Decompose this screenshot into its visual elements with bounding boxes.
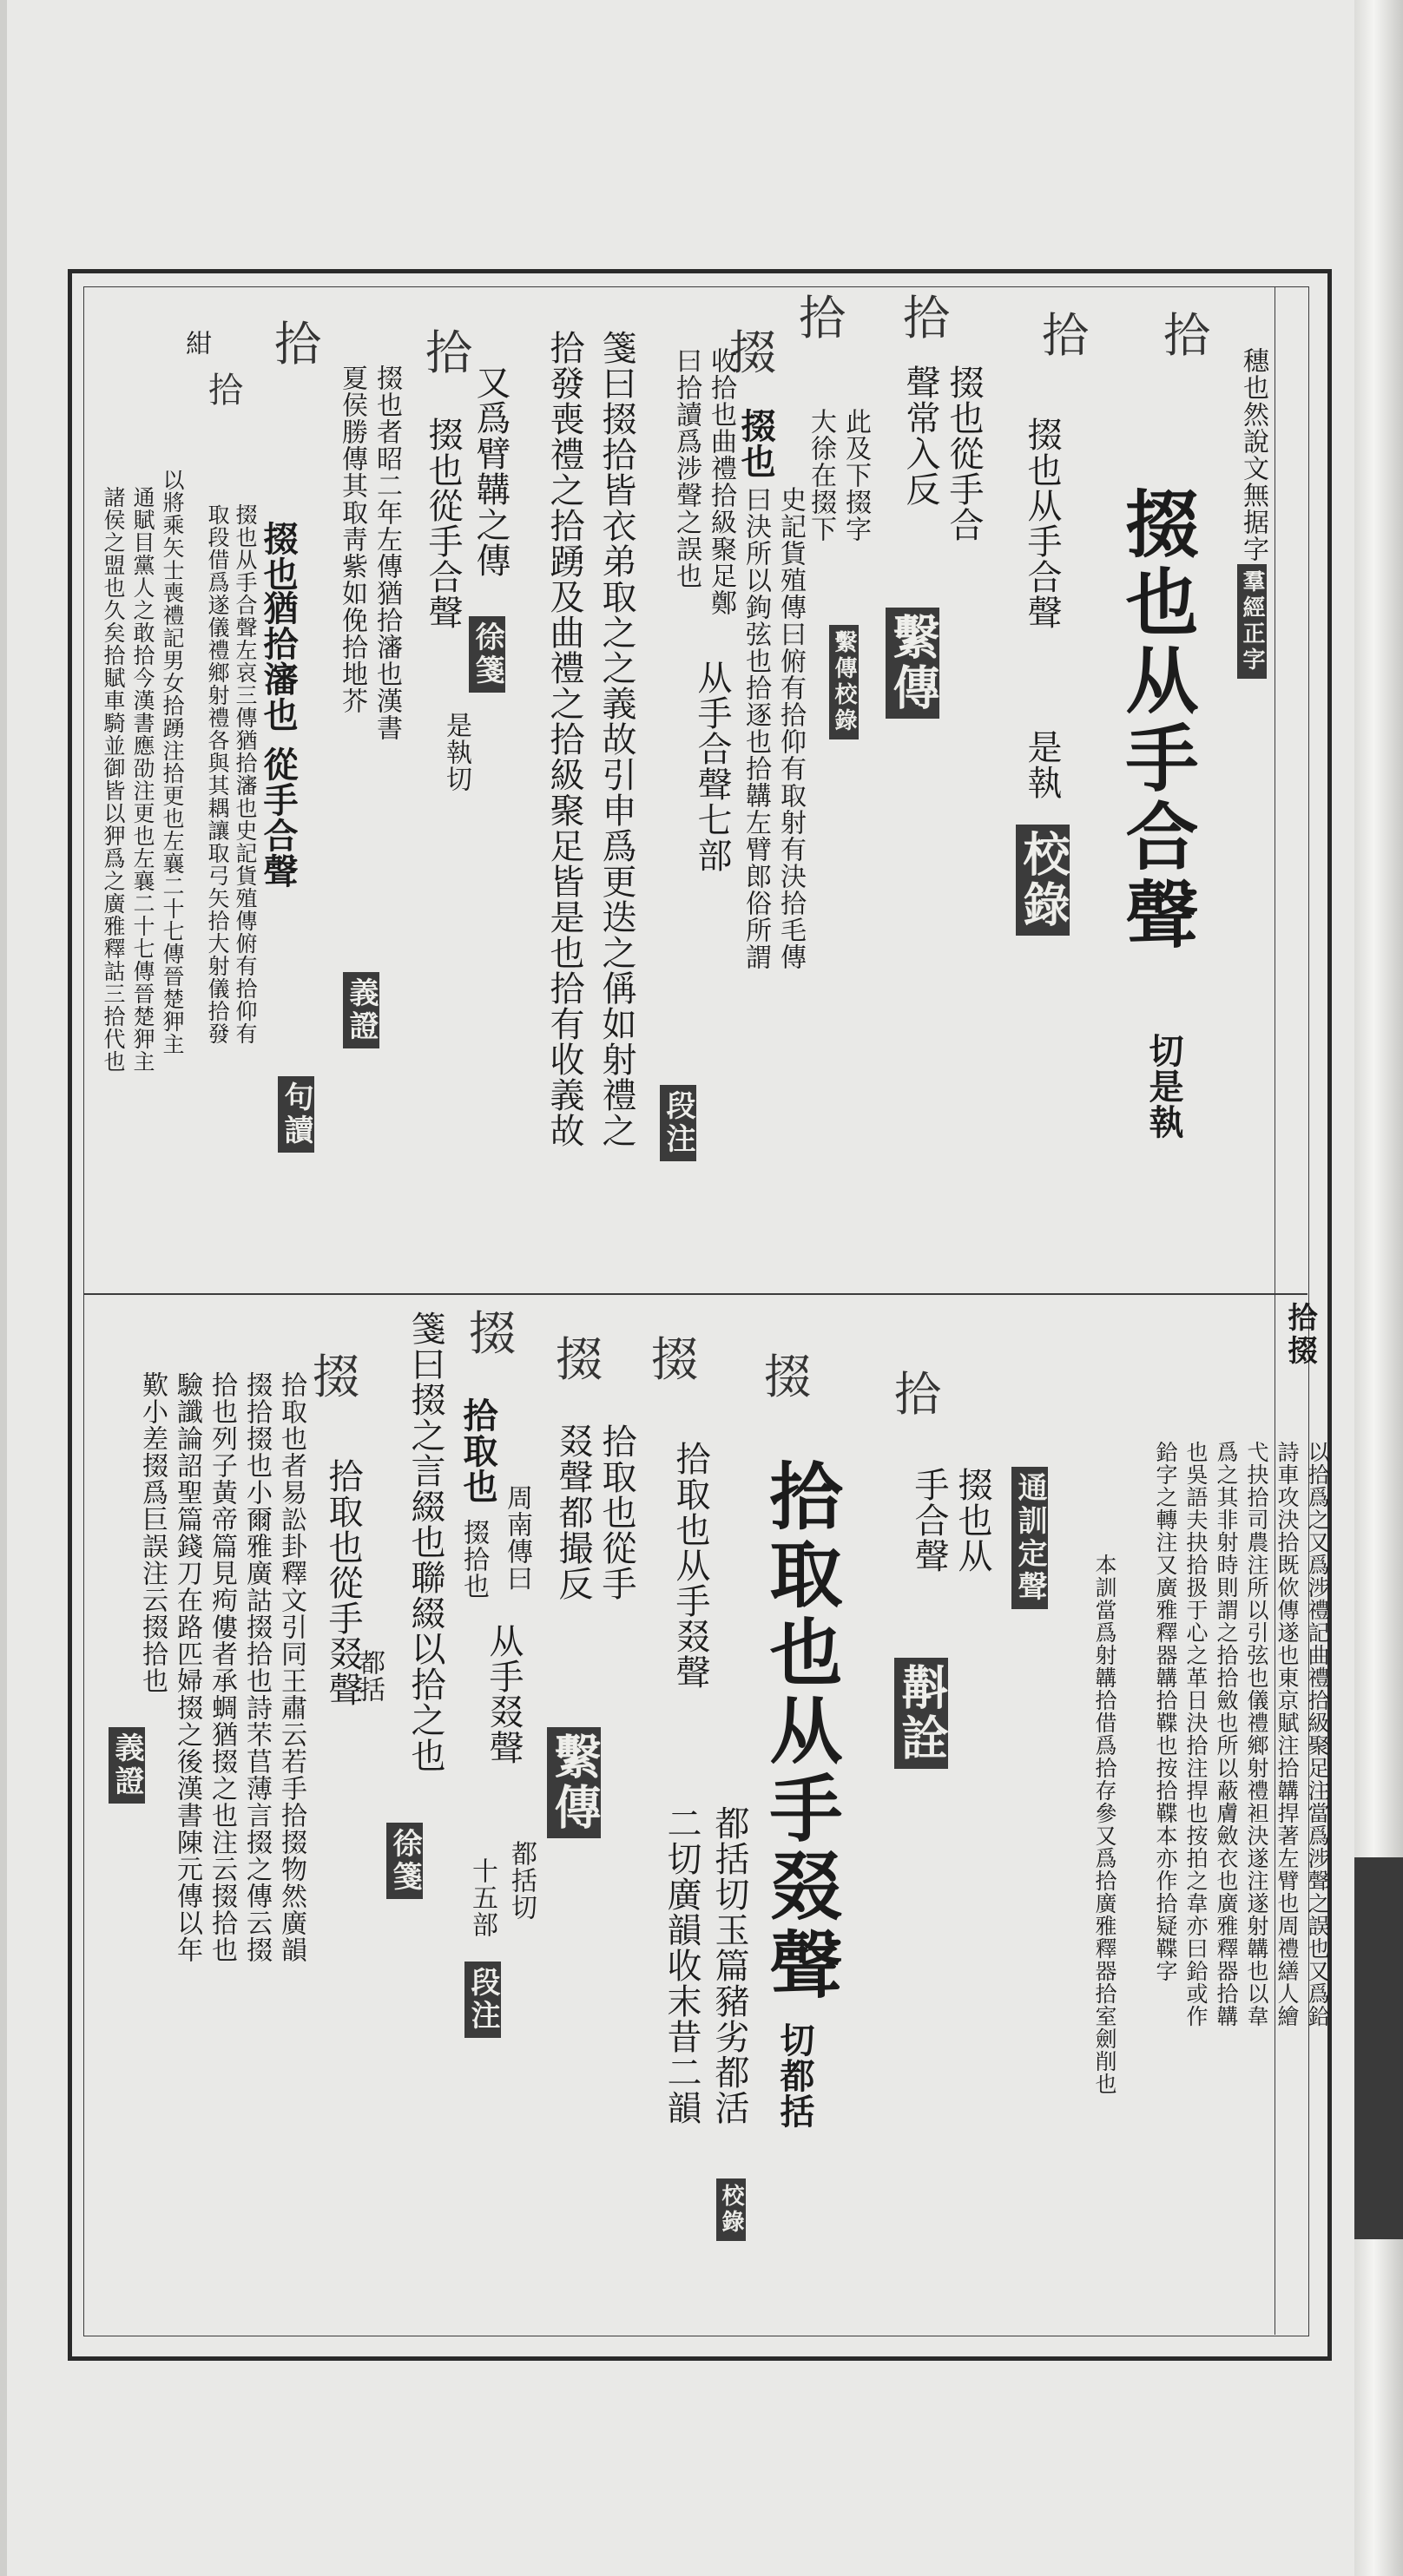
bottom-col-9b: 掇拾掇也小爾雅廣詁掇拾也詩芣苢薄言掇之傳云掇 [241,1371,272,1963]
top-col-6c: 曰決所以鉤弦也拾逐也拾韝左臂郎俗所謂 [741,486,771,970]
top-col-2b: 切是執 [1143,1033,1184,1140]
seal-glyph-top-1: 拾 [1163,308,1210,363]
bottom-col-3b: 二切廣韻收末昔二韻 [662,1805,702,2126]
tag-yizheng-2: 義證 [109,1727,145,1804]
bottom-col-6c: 掇拾也 [458,1519,489,1600]
bottom-col-3a: 都括切玉篇豬劣都活 [709,1805,749,2126]
tag-xizhuan-2: 繫傳 [547,1727,601,1838]
bottom-col-5a: 拾取也從手 [596,1423,636,1601]
bottom-col-9e: 拾也列子黃帝篇見痀僂者承蜩猶掇之也注云掇拾也 [207,1371,237,1963]
seal-glyph-top-2: 拾 [1042,308,1089,363]
bottom-col-6f: 十五部 [467,1857,497,1938]
bottom-col-6a: 拾取也 [458,1397,498,1504]
top-col-10b: 夏侯勝傳其取靑紫如俛拾地芥 [337,365,367,714]
tag-jiaolu: 校錄 [1016,825,1070,936]
tag-xujian: 徐箋 [469,616,505,693]
top-col-8: 拾發喪禮之拾踴及曲禮之拾級聚足皆是也拾有收義故 [544,330,584,1148]
tag-jiquan: 斠詮 [894,1658,948,1769]
tag-xizhuan-jiaolu: 繫傳校錄 [829,625,859,739]
bottom-col-6e: 都括切 [506,1840,537,1921]
top-col-9b: 是執切 [441,712,471,792]
top-col-6e: 从手合聲七部 [692,660,732,873]
top-col-11f: 掇也从手合聲左哀三傳猶拾瀋也史記貨殖傳俯有拾仰有 [233,503,258,1045]
top-col-4b: 聲常入反 [900,365,940,507]
top-col-12c: 諸侯之盟也久矣拾賦車騎並御皆以狎爲之廣雅釋詁三拾代也 [101,486,126,1073]
tag-tongxun-dingsheng: 通訓定聲 [1011,1467,1048,1609]
tag-xizhuan: 繫傳 [886,608,939,719]
bottom-col-6b: 周南傳曰 [502,1484,532,1592]
top-col-5a: 此及下掇字 [840,408,871,542]
top-col-12x: 紺 [181,330,211,357]
top-col-2: 掇也从手合聲 [1114,486,1200,955]
tag-duanzhu: 段注 [660,1085,696,1161]
top-col-10a: 掇也者昭二年左傳猶拾瀋也漢書 [372,365,402,741]
seal-glyph-top-3: 拾 [903,291,950,345]
bottom-col-1b: 手合聲 [909,1467,949,1574]
bottom-margin-note-1: 以拾爲之又爲涉禮記曲禮拾級聚足注當爲涉聲之誤也又爲鉿 [1305,1441,1330,2027]
bottom-margin-note-6: 鉿字之轉注又廣雅釋器韝拾鞢也按拾鞢本亦作拾疑鞢字 [1153,1441,1178,1982]
top-col-6b: 史記貨殖傳曰俯有拾仰有取射有決拾毛傳 [775,486,806,970]
bottom-col-9d: 歎小差掇爲巨誤注云掇拾也 [137,1371,168,1694]
bottom-margin-note-2: 詩車攻決拾既佽傳遂也東京賦注拾韝捍著左臂也周禮繕人繪 [1275,1441,1300,2027]
seal-glyph-top-7: 拾 [274,317,321,371]
bottom-margin-note-4: 爲之其非射時則謂之拾拾斂也所以蔽膚斂衣也廣雅釋器拾韝 [1214,1441,1239,2027]
margin-title: 拾掇 [1282,1302,1317,1368]
top-col-12b: 通賦目黨人之敢拾今漢書應劭注更也左襄二十七傳晉楚狎主 [130,486,155,1073]
seal-glyph-top-4: 拾 [799,291,846,345]
top-col-6a: 掇也 [735,408,776,479]
seal-glyph-bottom-5: 掇 [469,1306,516,1361]
side-tab [1354,1857,1403,2239]
top-col-11d: 從手合聲 [258,746,299,889]
top-col-12a: 以將乘矢士喪禮記男女拾踴注拾更也左襄二十七傳晉楚狎主 [160,469,185,1055]
seal-glyph-bottom-6: 掇 [313,1350,359,1404]
seal-glyph-bottom-4: 掇 [556,1332,603,1387]
bottom-margin-note-5: 也吳語夫抉拾扱于心之革日決拾注捍也按拍之韋亦曰鉿或作 [1183,1441,1209,2027]
tag-yizheng: 義證 [343,972,379,1048]
top-col-11a: 掇也 [258,521,299,592]
bottom-margin-note-7: 本訓當爲射韝拾借爲拾存參又爲拾廣雅釋器拾室劍削也 [1092,1554,1117,2095]
tag-xujian-2: 徐箋 [386,1823,423,1899]
seal-glyph-top-6: 拾 [425,325,472,380]
bottom-col-6d: 从手叕聲 [484,1623,524,1765]
bottom-margin-note-3: 弋抉拾司農注所以引弦也儀禮鄉射禮袒決遂注遂射韝也以韋 [1244,1441,1269,2027]
seal-glyph-bottom-1: 拾 [894,1367,941,1422]
section-divider [83,1293,1307,1295]
top-col-1: 穗也然說文無据字 [1238,347,1268,562]
seal-glyph-top-8: 拾 [208,371,243,411]
bottom-col-2: 拾取也从手叕聲 [758,1458,844,2005]
top-col-9c: 又爲臂韝之傳 [471,365,510,578]
top-col-7: 箋曰掇拾皆衣弟取之之義故引申爲更迭之偁如射禮之 [596,330,636,1148]
top-col-9a: 掇也從手合聲 [423,417,463,630]
bottom-col-8a: 拾取也從手叕聲 [323,1458,363,1707]
seal-glyph-bottom-2: 掇 [764,1350,811,1404]
seal-glyph-bottom-3: 掇 [651,1332,698,1387]
top-col-6d: 收拾也曲禮拾級聚足鄭 [706,347,736,616]
bottom-col-9a: 拾取也者易訟卦釋文引同王肅云若手拾掇物然廣韻 [276,1371,306,1963]
top-col-6g: 曰拾讀爲涉聲之誤也 [671,347,702,589]
tag-duanzhu-2: 段注 [464,1962,501,2038]
tag-jiaolu-2: 校錄 [716,2178,746,2241]
bottom-col-8b: 都括 [354,1649,385,1703]
bottom-col-2b: 切都括 [774,2022,815,2129]
scan-edge-left [0,0,7,2576]
bottom-col-7: 箋曰掇之言綴也聯綴以拾之也 [405,1311,445,1773]
top-col-5b: 大徐在掇下 [806,408,836,542]
tag-qunjing-zhengzi: 羣經正字 [1237,564,1267,679]
bottom-col-1a: 掇也从 [952,1467,992,1574]
bottom-col-9c: 驗讖論詔聖篇錢刀在路匹婦掇之後漢書陳元傳以年 [172,1371,202,1963]
top-col-4a: 掇也從手合 [944,365,984,542]
seal-glyph-top-5: 掇 [729,325,776,380]
bottom-col-5b: 叕聲都撮反 [553,1423,593,1601]
top-col-3: 掇也从手合聲 [1022,417,1062,630]
top-col-3b: 是執 [1022,729,1062,800]
top-col-11b: 猶拾瀋也 [258,590,299,733]
top-col-11g: 取段借爲遂儀禮鄉射禮各與其耦讓取弓矢拾大射儀拾發 [205,503,230,1045]
bottom-col-4a: 拾取也从手叕聲 [670,1441,710,1690]
tag-judu: 句讀 [278,1076,314,1153]
